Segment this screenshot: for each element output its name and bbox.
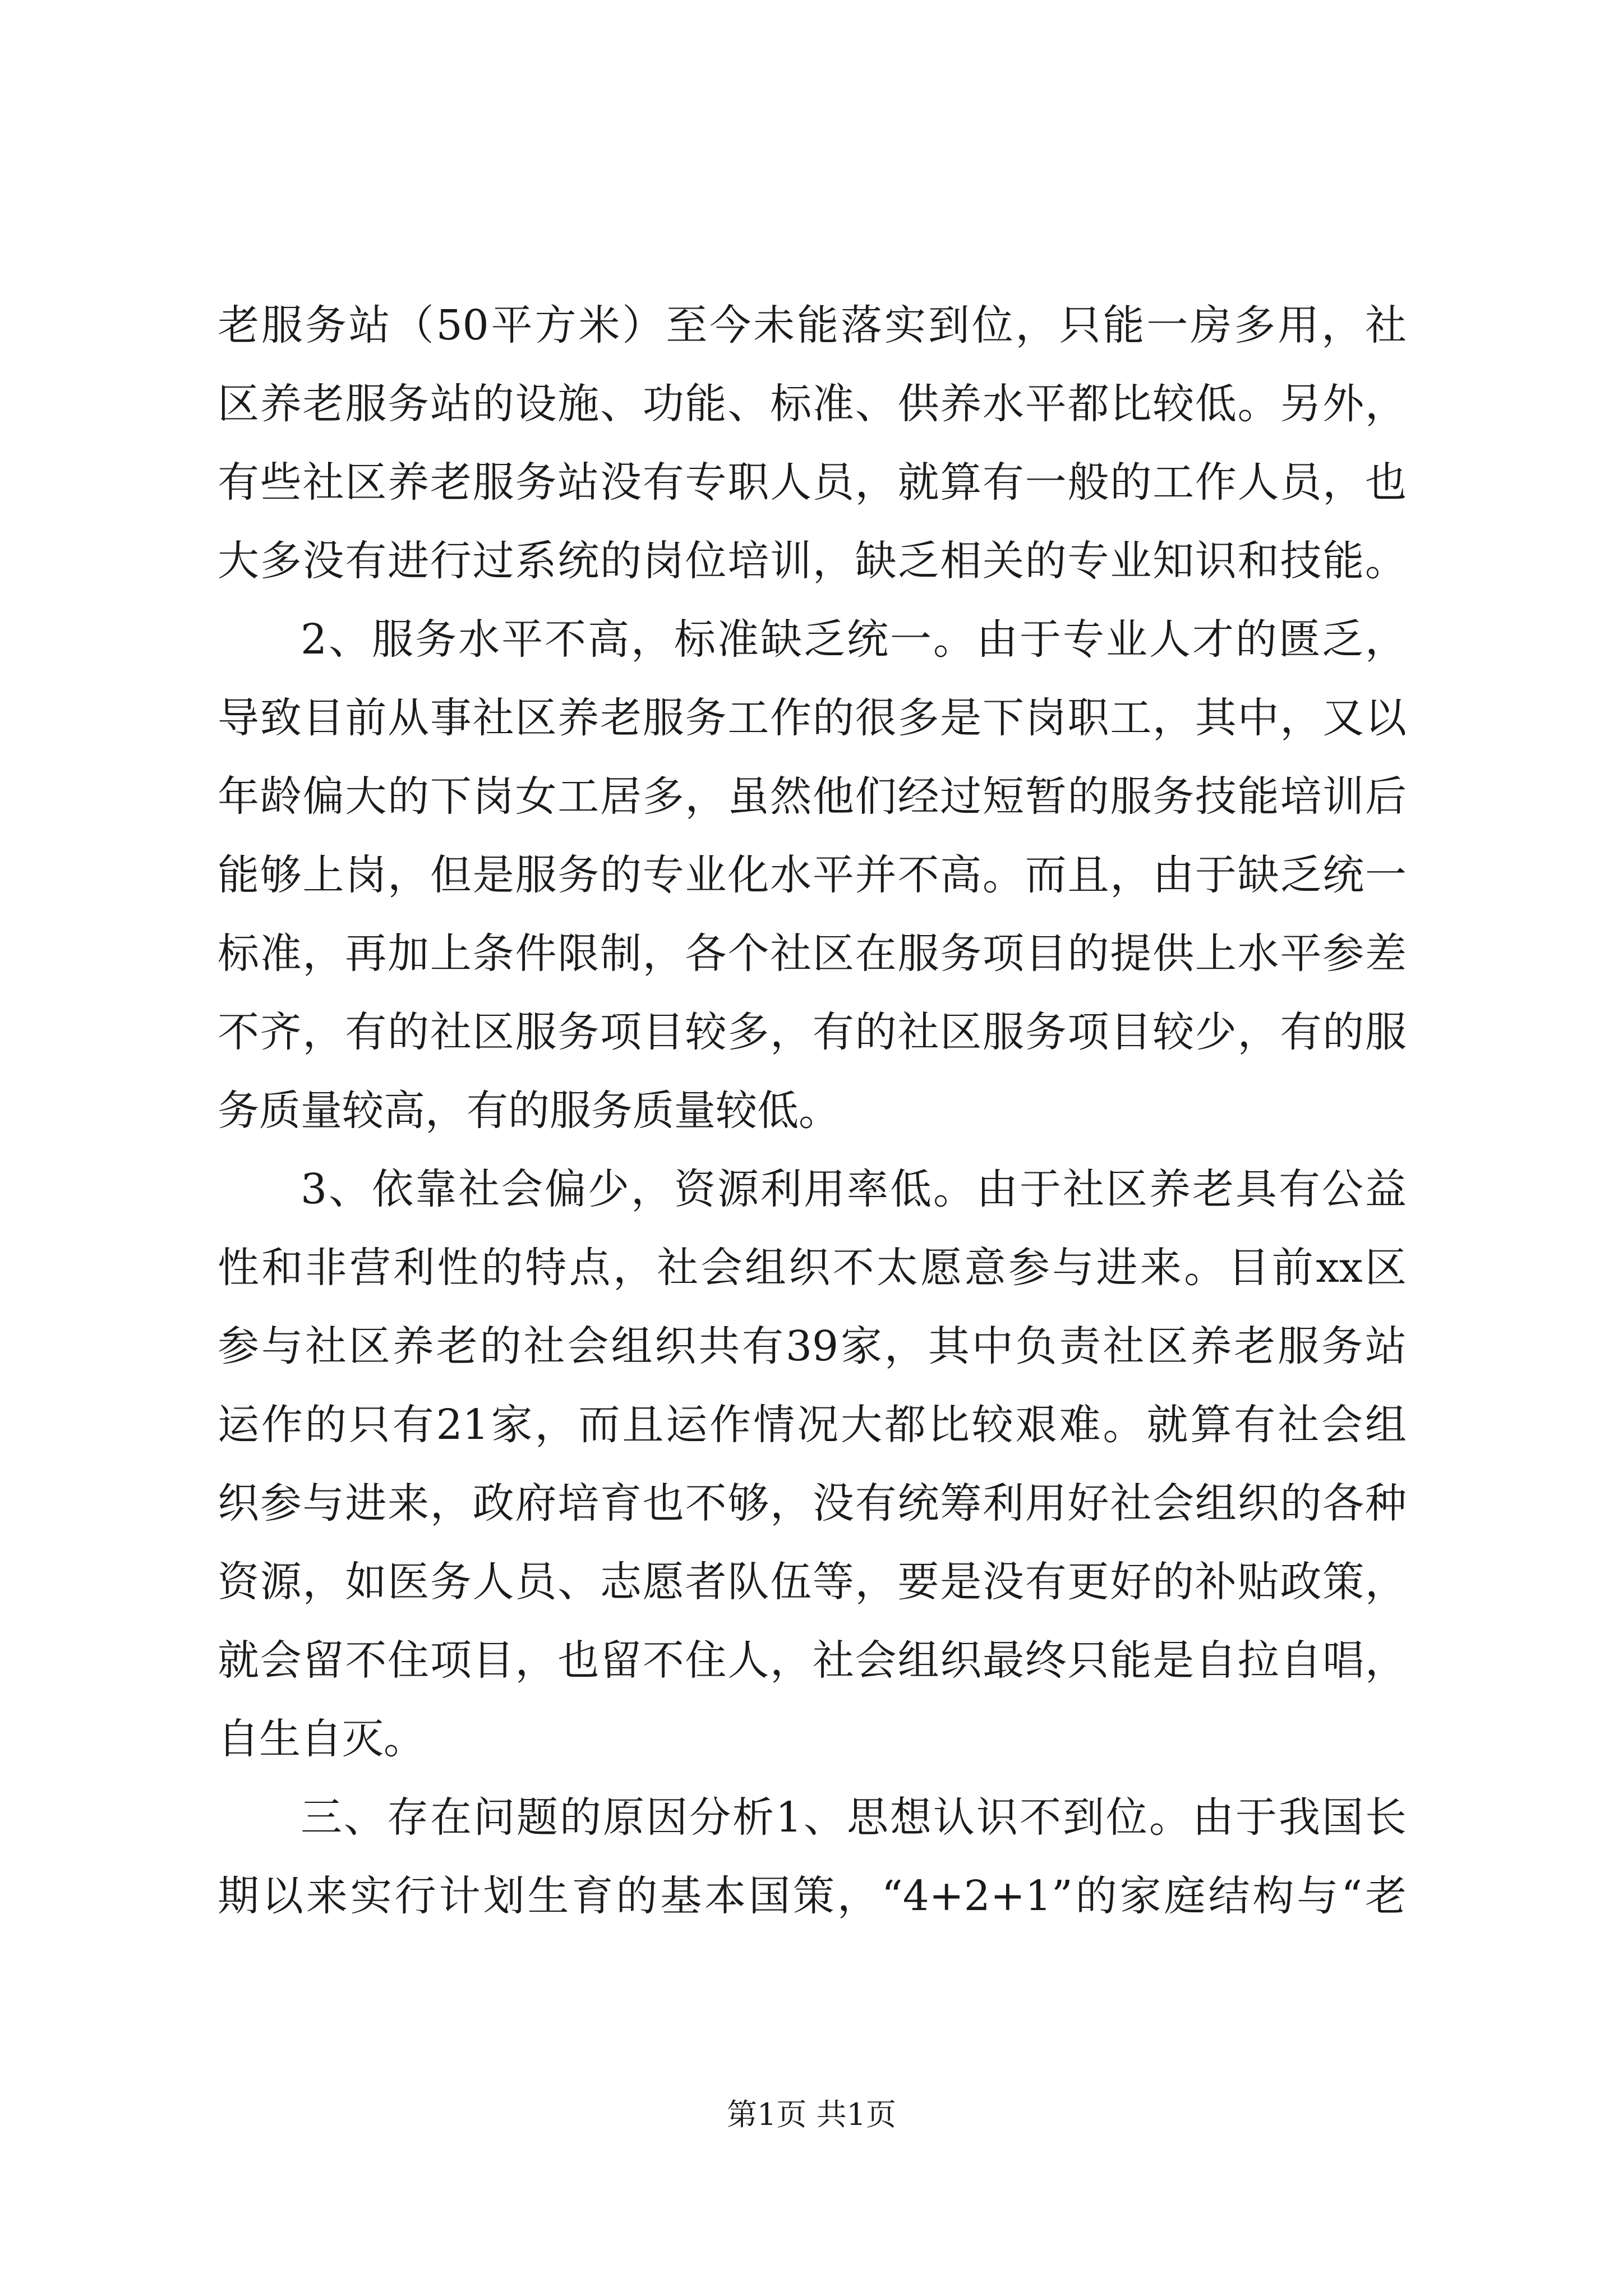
text-line: 自生自灭。 bbox=[218, 1715, 425, 1763]
text-line: 资源，如医务人员、志愿者队伍等，要是没有更好的补贴政策， bbox=[218, 1558, 1407, 1606]
text-line: 运作的只有21家，而且运作情况大都比较艰难。就算有社会组 bbox=[218, 1401, 1407, 1449]
text-line: 导致目前从事社区养老服务工作的很多是下岗职工，其中，又以 bbox=[218, 694, 1407, 742]
text-line: 参与社区养老的社会组织共有39家，其中负责社区养老服务站 bbox=[218, 1322, 1407, 1370]
text-line: 务质量较高，有的服务质量较低。 bbox=[218, 1087, 840, 1135]
text-line: 区养老服务站的设施、功能、标准、供养水平都比较低。另外， bbox=[218, 380, 1407, 428]
text-line: 就会留不住项目，也留不住人，社会组织最终只能是自拉自唱， bbox=[218, 1636, 1407, 1685]
page-footer: 第1页 共1页 bbox=[727, 2097, 896, 2132]
text-line: 老服务站（50平方米）至今未能落实到位，只能一房多用，社 bbox=[218, 301, 1407, 349]
text-line: 性和非营利性的特点，社会组织不太愿意参与进来。目前xx区 bbox=[218, 1244, 1407, 1292]
text-line: 期以来实行计划生育的基本国策，“4+2+1”的家庭结构与“老 bbox=[218, 1872, 1407, 1920]
text-line: 标准，再加上条件限制，各个社区在服务项目的提供上水平参差 bbox=[218, 930, 1407, 978]
text-line: 三、存在问题的原因分析1、思想认识不到位。由于我国长 bbox=[301, 1793, 1407, 1842]
text-line: 3、依靠社会偏少，资源利用率低。由于社区养老具有公益 bbox=[301, 1165, 1407, 1213]
text-line: 大多没有进行过系统的岗位培训，缺乏相关的专业知识和技能。 bbox=[218, 537, 1407, 585]
text-line: 有些社区养老服务站没有专职人员，就算有一般的工作人员，也 bbox=[218, 458, 1407, 507]
text-line: 年龄偏大的下岗女工居多，虽然他们经过短暂的服务技能培训后 bbox=[218, 772, 1407, 821]
text-line: 不齐，有的社区服务项目较多，有的社区服务项目较少，有的服 bbox=[218, 1008, 1407, 1056]
text-line: 能够上岗，但是服务的专业化水平并不高。而且，由于缺乏统一 bbox=[218, 851, 1407, 899]
document-body bbox=[218, 286, 1407, 1935]
text-line: 2、服务水平不高，标准缺乏统一。由于专业人才的匮乏， bbox=[301, 615, 1407, 664]
text-line: 织参与进来，政府培育也不够，没有统筹利用好社会组织的各种 bbox=[218, 1479, 1407, 1527]
